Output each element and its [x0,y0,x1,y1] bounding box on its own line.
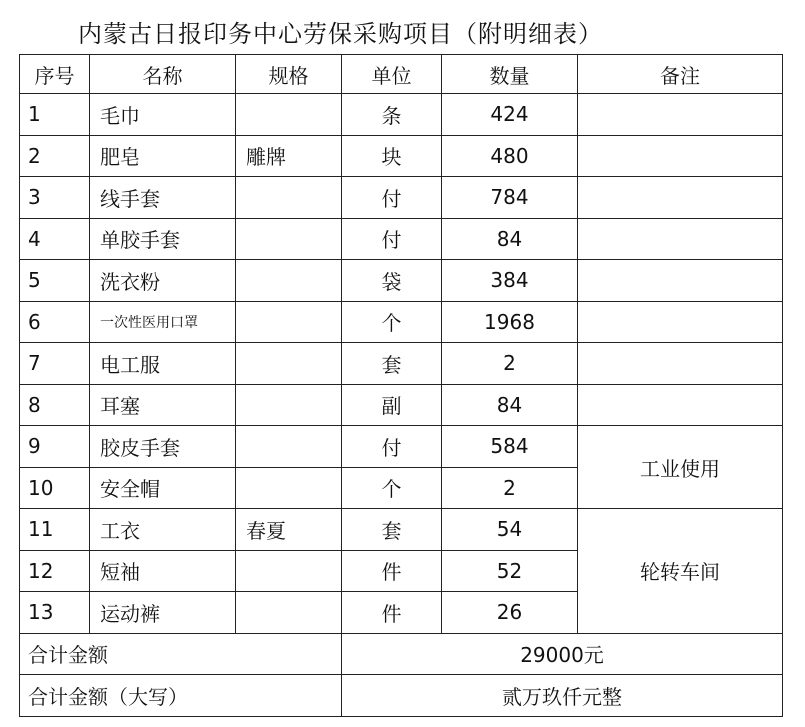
cell-unit: 袋 [342,260,442,302]
cell-unit: 套 [342,343,442,385]
header-no: 序号 [20,55,90,94]
cell-remark [578,94,783,136]
cell-spec [236,260,342,302]
cell-unit: 件 [342,550,442,592]
cell-remark [578,260,783,302]
cell-qty: 2 [442,343,578,385]
cell-name: 毛巾 [90,94,236,136]
cell-qty: 480 [442,135,578,177]
cell-spec [236,384,342,426]
total-amount-caps-row [20,675,783,717]
cell-name: 一次性医用口罩 [90,301,236,343]
cell-no: 8 [20,384,90,426]
cell-no: 11 [20,509,90,551]
header-name: 名称 [90,55,236,94]
cell-qty: 784 [442,177,578,219]
cell-remark-industrial: 工业使用 [578,426,783,509]
cell-remark [578,343,783,385]
cell-name: 运动裤 [90,592,236,634]
cell-name: 胶皮手套 [90,426,236,468]
total-amount-row [20,633,783,675]
cell-remark-rotary: 轮转车间 [578,509,783,634]
header-remark: 备注 [578,55,783,94]
cell-no: 1 [20,94,90,136]
cell-no: 5 [20,260,90,302]
cell-name: 耳塞 [90,384,236,426]
cell-spec [236,301,342,343]
table-row [20,301,783,343]
cell-spec [236,343,342,385]
cell-unit: 个 [342,301,442,343]
table-row [20,177,783,219]
cell-qty: 584 [442,426,578,468]
table-row [20,426,783,468]
table-row [20,509,783,551]
cell-spec: 雕牌 [236,135,342,177]
cell-name: 安全帽 [90,467,236,509]
cell-qty: 424 [442,94,578,136]
cell-spec [236,550,342,592]
cell-spec [236,94,342,136]
cell-no: 9 [20,426,90,468]
cell-no: 13 [20,592,90,634]
cell-unit: 副 [342,384,442,426]
cell-name: 单胶手套 [90,218,236,260]
cell-unit: 套 [342,509,442,551]
cell-name: 肥皂 [90,135,236,177]
cell-spec: 春夏 [236,509,342,551]
cell-qty: 384 [442,260,578,302]
cell-unit: 付 [342,177,442,219]
header-qty: 数量 [442,55,578,94]
cell-name: 洗衣粉 [90,260,236,302]
cell-spec [236,592,342,634]
cell-qty: 52 [442,550,578,592]
cell-no: 4 [20,218,90,260]
total-amount-caps-value: 贰万玖仟元整 [342,675,783,717]
cell-unit: 个 [342,467,442,509]
total-amount-caps-label: 合计金额（大写） [20,675,342,717]
cell-remark [578,218,783,260]
cell-spec [236,177,342,219]
cell-no: 6 [20,301,90,343]
cell-spec [236,218,342,260]
cell-no: 7 [20,343,90,385]
header-spec: 规格 [236,55,342,94]
table-header-row [20,55,783,94]
cell-no: 12 [20,550,90,592]
cell-qty: 2 [442,467,578,509]
header-unit: 单位 [342,55,442,94]
cell-remark [578,135,783,177]
cell-remark [578,301,783,343]
cell-qty: 84 [442,384,578,426]
table-row [20,135,783,177]
cell-unit: 块 [342,135,442,177]
cell-remark [578,384,783,426]
cell-unit: 件 [342,592,442,634]
cell-unit: 条 [342,94,442,136]
purchase-detail-table [19,54,783,717]
cell-qty: 54 [442,509,578,551]
document-title: 内蒙古日报印务中心劳保采购项目（附明细表） [78,20,603,48]
table-row [20,343,783,385]
cell-name: 电工服 [90,343,236,385]
cell-qty: 26 [442,592,578,634]
total-amount-value: 29000元 [342,633,783,675]
cell-unit: 付 [342,218,442,260]
cell-unit: 付 [342,426,442,468]
table-row [20,94,783,136]
table-row [20,218,783,260]
cell-no: 2 [20,135,90,177]
cell-spec [236,426,342,468]
cell-remark [578,177,783,219]
cell-no: 10 [20,467,90,509]
cell-no: 3 [20,177,90,219]
cell-name: 线手套 [90,177,236,219]
total-amount-label: 合计金额 [20,633,342,675]
table-row [20,384,783,426]
cell-qty: 1968 [442,301,578,343]
table-row [20,260,783,302]
cell-qty: 84 [442,218,578,260]
cell-spec [236,467,342,509]
cell-name: 工衣 [90,509,236,551]
cell-name: 短袖 [90,550,236,592]
